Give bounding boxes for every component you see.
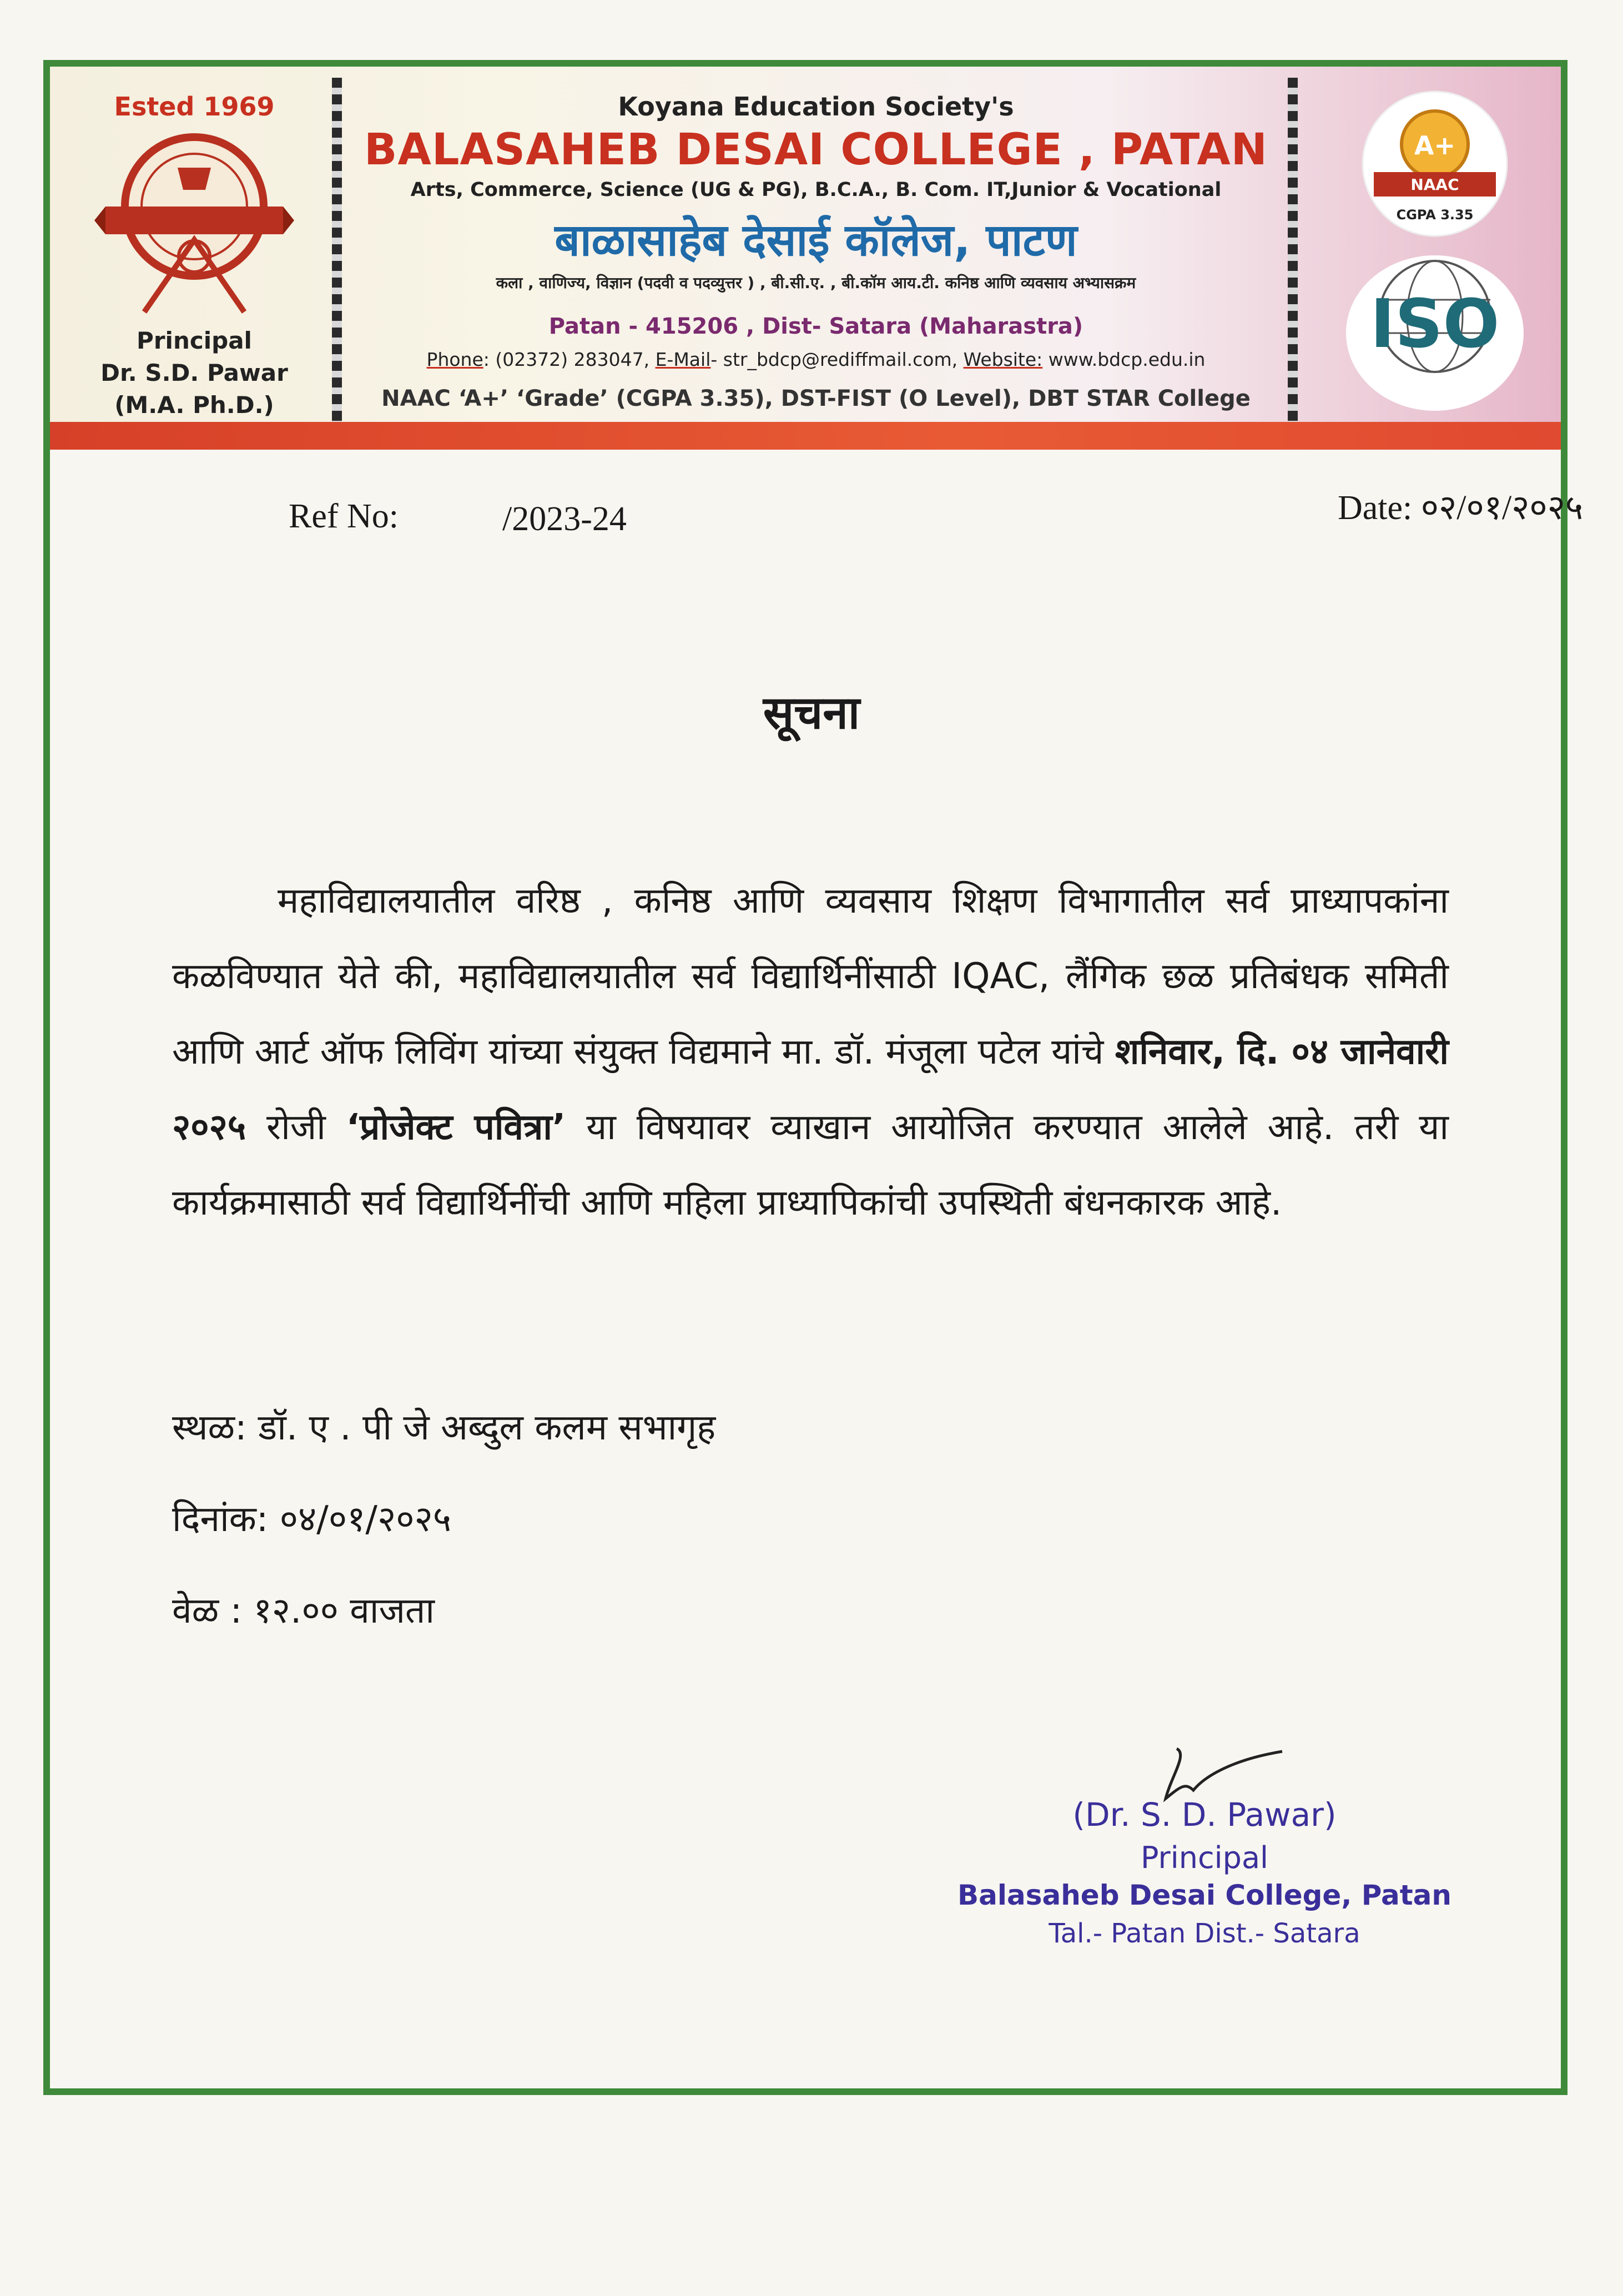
email-label: E-Mail [655,349,711,370]
accreditation-line: NAAC ‘A+’ ‘Grade’ (CGPA 3.35), DST-FIST (O Level), DBT STAR College [381,386,1251,411]
society-name: Koyana Education Society's [618,92,1014,122]
notice-event-date: शनिवार, दि. ०४ जानेवारी २०२५ [172,1031,1449,1148]
signatory-title: Principal [1140,1840,1269,1875]
signatory-place: Tal.- Patan Dist.- Satara [1049,1918,1360,1949]
streams-marathi: कला , वाणिज्य, विज्ञान (पदवी व पदव्युत्तर ) , बी.सी.ए. , बी.कॉम आय.टी. कनिष्ठ आणि व्यवसाय अभ्यासक्रम [496,274,1136,292]
notice-title: सूचना [763,687,860,739]
iso-label: ISO [1370,286,1500,363]
notice-body-part: या विषयावर व्याखान आयोजित करण्यात आलेले आहे. तरी या कार्यक्रमासाठी सर्व विद्यार्थिनींची आणि महिला प्राध्यापिकांची उपस्थिती बंधनकारक आहे. [172,1107,1449,1223]
ref-number-year: /2023-24 [502,500,627,538]
college-name-marathi: बाळासाहेब देसाई कॉलेज, पाटण [555,214,1077,266]
notice-body-part: रोजी [246,1107,346,1148]
event-venue: स्थळ: डॉ. ए . पी जे अब्दुल कलम सभागृह [172,1407,716,1448]
principal-name: Dr. S.D. Pawar [100,359,288,386]
principal-qualification: (M.A. Ph.D.) [114,391,274,419]
signatory-organization: Balasaheb Desai College, Patan [957,1879,1451,1911]
notice-body-part: महाविद्यालयातील वरिष्ठ , कनिष्ठ आणि व्यवसाय शिक्षण विभागातील सर्व प्राध्यापकांना कळविण्यात येते की, महाविद्यालयातील सर्व विद्यार्थिनींसाठी IQAC, लैंगिक छळ प्रतिबंधक समिती आणि आर्ट ऑफ लिविंग यांच्या संयुक्त विद्यमाने मा. डॉ. मंजूला पटेल यांचे [172,880,1449,1073]
event-date: दिनांक: ०४/०१/२०२५ [172,1499,452,1540]
notice-body [172,863,1449,1241]
college-address: Patan - 415206 , Dist- Satara (Maharastra) [548,314,1083,339]
naac-grade: A+ [1414,130,1456,160]
naac-cgpa: CGPA 3.35 [1396,207,1474,223]
signatory-name: (Dr. S. D. Pawar) [1072,1796,1337,1834]
established-year: Ested 1969 [114,92,275,122]
event-time: वेळ : १२.०० वाजता [172,1590,435,1632]
college-name-english: BALASAHEB DESAI COLLEGE , PATAN [364,125,1268,175]
email-address[interactable]: - str_bdcp@rediffmail.com, [710,349,958,370]
phone-label: Phone [426,349,483,370]
letter-date: Date: ०२/०१/२०२५ [1338,489,1584,527]
principal-heading: Principal [137,327,252,354]
notice-event-title: ‘प्रोजेक्ट पवित्रा’ [346,1107,566,1148]
website-link[interactable]: www.bdcp.edu.in [1048,349,1206,370]
streams-english: Arts, Commerce, Science (UG & PG), B.C.A., B. Com. IT,Junior & Vocational [410,179,1222,201]
phone-number: : (02372) 283047, [483,349,650,370]
ref-number-label: Ref No: [289,497,399,535]
website-label: Website: [963,349,1043,370]
naac-label: NAAC [1410,175,1459,194]
